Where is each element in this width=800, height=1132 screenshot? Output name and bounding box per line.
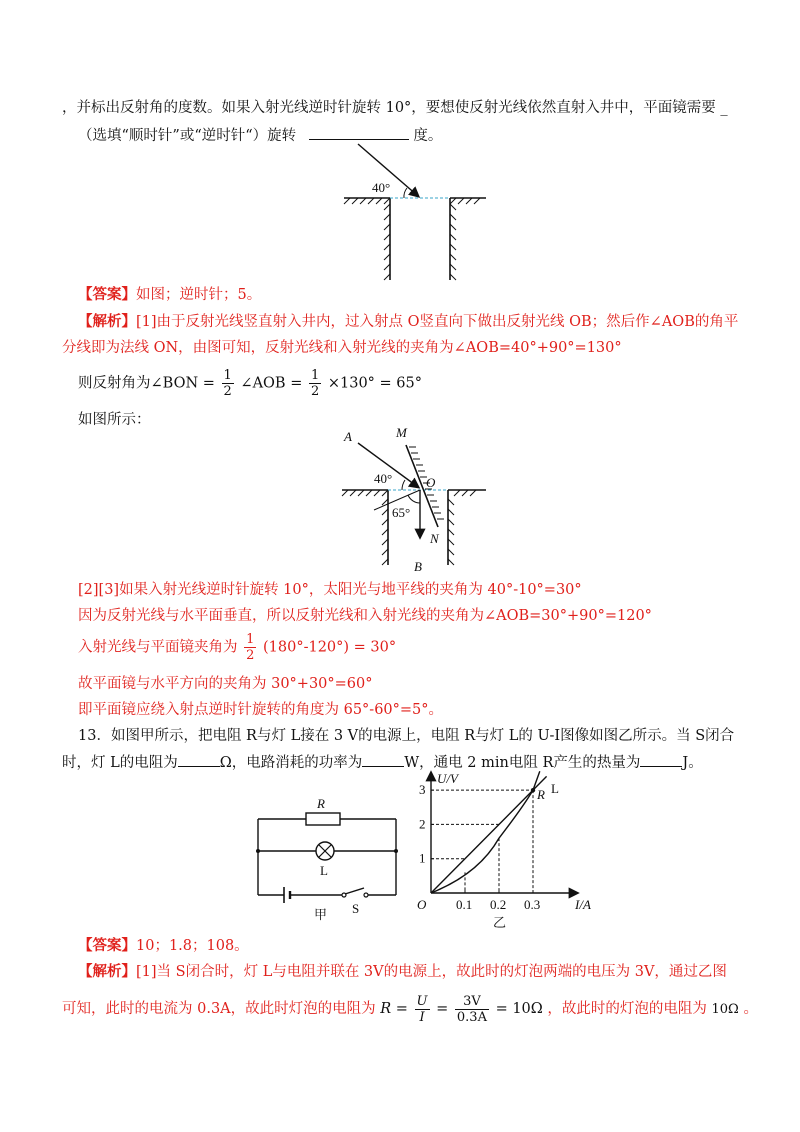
q13-stem-line1: 13．如图甲所示，把电阻 R与灯 L接在 3 V的电源上，电阻 R与灯 L的 U-I图像如图乙所示。当 S闭合 xyxy=(78,728,735,744)
frac-den: 2 xyxy=(310,384,320,399)
frac-num: 3V xyxy=(455,994,489,1010)
q13-analysis-line2-a: 可知，此时的电流为 0.3A，故此时灯泡的电阻为 xyxy=(62,1001,376,1017)
series-L-curve xyxy=(431,771,540,893)
circuit-caption: 甲 xyxy=(314,907,328,922)
q12-step23-line5: 即平面镜应绕入射点逆时针旋转的角度为 65°-60°=5°。 xyxy=(78,702,444,718)
q12-analysis-text1: [1]由于反射光线竖直射入井内，过入射点 O竖直向下做出反射光线 OB；然后作∠AOB的角平 xyxy=(136,314,739,330)
q12-step23-line3-end: (180°-120°) = 30° xyxy=(263,639,397,656)
q13-final-value: 10Ω xyxy=(711,1002,739,1017)
q13-ui-graph xyxy=(405,763,605,933)
x-tick-label-0.3: 0.3 xyxy=(524,897,541,912)
x-tick-label-0.1: 0.1 xyxy=(456,897,473,912)
q12-figure-well xyxy=(330,140,490,285)
q12-step23-line3-prefix: 入射光线与平面镜夹角为 xyxy=(78,639,238,656)
frac-num: 1 xyxy=(310,368,320,383)
q13-stem-line2-d: J。 xyxy=(682,755,703,771)
q13-stem-line2-b: Ω，电路消耗的功率为 xyxy=(219,755,363,771)
q13-stem-line2-a: 时，灯 L的电阻为 xyxy=(62,755,178,771)
q12-as-shown: 如图所示： xyxy=(78,412,151,428)
q12-step23-frac xyxy=(244,632,256,663)
circuit-label-L: L xyxy=(320,863,328,878)
y-tick-label-2: 2 xyxy=(419,816,426,832)
x-tick-label-0.2: 0.2 xyxy=(490,897,507,912)
q13-stem-line2-c: W，通电 2 min电阻 R产生的热量为 xyxy=(404,755,641,771)
q13-analysis-line2 xyxy=(62,992,800,1027)
q13-answer xyxy=(78,936,800,956)
q12-stem-line2-a: （选填“顺时针”或“逆时针“）旋转 xyxy=(78,128,297,144)
fig2-angle-65: 65° xyxy=(392,505,411,520)
q12-answer-text: 如图；逆时针；5。 xyxy=(136,287,262,303)
q13-analysis-line2-b: ，故此时的灯泡的电阻为 xyxy=(547,1001,707,1017)
q12-analysis-tag: 【解析】 xyxy=(78,313,136,330)
q13-formula-R: R = xyxy=(380,1001,408,1017)
q12-stem-line2-b: 度。 xyxy=(413,128,443,144)
q12-formula-frac2 xyxy=(309,368,321,399)
fig2-label-N: N xyxy=(430,531,439,546)
fig2-label-A: A xyxy=(344,429,352,444)
frac-den: 0.3A xyxy=(456,1009,487,1025)
frac-den: 2 xyxy=(223,384,232,399)
q13-formula-frac-UI xyxy=(415,994,430,1025)
q13-final-dot: 。 xyxy=(743,1001,758,1017)
fig2-label-O: O xyxy=(426,475,436,490)
q12-figure-mirror xyxy=(330,425,490,575)
q13-formula-frac-values xyxy=(455,994,489,1025)
series-intersection-point xyxy=(531,788,535,792)
q12-step23-line1: [2][3]如果入射光线逆时针旋转 10°，太阳光与地平线的夹角为 40°-10°=30° xyxy=(78,582,582,598)
q13-blank-3 xyxy=(640,752,682,767)
q12-stem-line1: ，并标出反射角的度数。如果入射光线逆时针旋转 10°，要想使反射光线依然直射入井中，平面镜需要 _ xyxy=(62,100,728,116)
series-R-line xyxy=(431,776,547,893)
q13-blank-2 xyxy=(362,752,404,767)
frac-den: I xyxy=(419,1009,425,1025)
graph-caption: 乙 xyxy=(493,915,507,930)
graph-curve-R-label: R xyxy=(537,787,545,802)
q13-analysis-tag: 【解析】 xyxy=(78,963,136,980)
q12-step23-line3 xyxy=(78,632,800,663)
q13-answer-text: 10；1.8；108。 xyxy=(136,938,249,954)
fig2-label-M: M xyxy=(396,425,407,440)
q13-analysis-text1: [1]当 S闭合时，灯 L与电阻并联在 3V的电源上，故此时的灯泡两端的电压为 3V，通过乙图 xyxy=(136,964,727,980)
q13-blank-1 xyxy=(178,752,220,767)
q12-formula-frac1 xyxy=(222,368,234,399)
q12-step23-line4: 故平面镜与水平方向的夹角为 30°+30°=60° xyxy=(78,676,373,692)
q12-analysis-line2: 分线即为法线 ON，由图可知，反射光线和入射光线的夹角为∠AOB=40°+90°=130° xyxy=(62,340,622,356)
q12-formula-end: ×130° = 65° xyxy=(327,375,423,392)
q12-answer xyxy=(78,285,800,305)
q12-formula-line xyxy=(78,368,800,399)
frac-num: 1 xyxy=(246,632,255,647)
q13-answer-tag: 【答案】 xyxy=(78,937,136,954)
q13-circuit-diagram xyxy=(250,795,410,925)
graph-curve-L-label: L xyxy=(551,781,559,796)
q12-answer-tag: 【答案】 xyxy=(78,286,136,303)
q12-formula-mid: ∠AOB = xyxy=(240,375,303,392)
graph-y-label: U/V xyxy=(437,771,458,786)
q13-formula-result: = 10Ω xyxy=(495,1001,543,1017)
q12-analysis-line1 xyxy=(78,312,800,332)
q13-formula-eq: = xyxy=(436,1001,449,1017)
fig2-label-B: B xyxy=(414,559,422,574)
y-tick-label-3: 3 xyxy=(419,782,426,798)
graph-x-label: I/A xyxy=(575,897,591,912)
frac-num: 1 xyxy=(223,368,232,383)
circuit-label-R: R xyxy=(317,796,325,811)
q12-fig1-angle-label: 40° xyxy=(372,180,391,195)
circuit-label-S: S xyxy=(352,901,360,916)
q12-answer-blank xyxy=(309,125,409,140)
q12-formula-prefix: 则反射角为∠BON = xyxy=(78,375,215,392)
graph-origin-label: O xyxy=(417,897,427,912)
frac-num: U xyxy=(416,993,428,1009)
graph-series xyxy=(431,771,547,893)
q13-analysis-line1 xyxy=(78,962,800,982)
frac-den: 2 xyxy=(246,648,255,663)
y-tick-label-1: 1 xyxy=(419,850,426,866)
q12-step23-line2: 因为反射光线与水平面垂直，所以反射光线和入射光线的夹角为∠AOB=30°+90°=120° xyxy=(78,608,652,624)
fig2-angle-40: 40° xyxy=(374,471,393,486)
